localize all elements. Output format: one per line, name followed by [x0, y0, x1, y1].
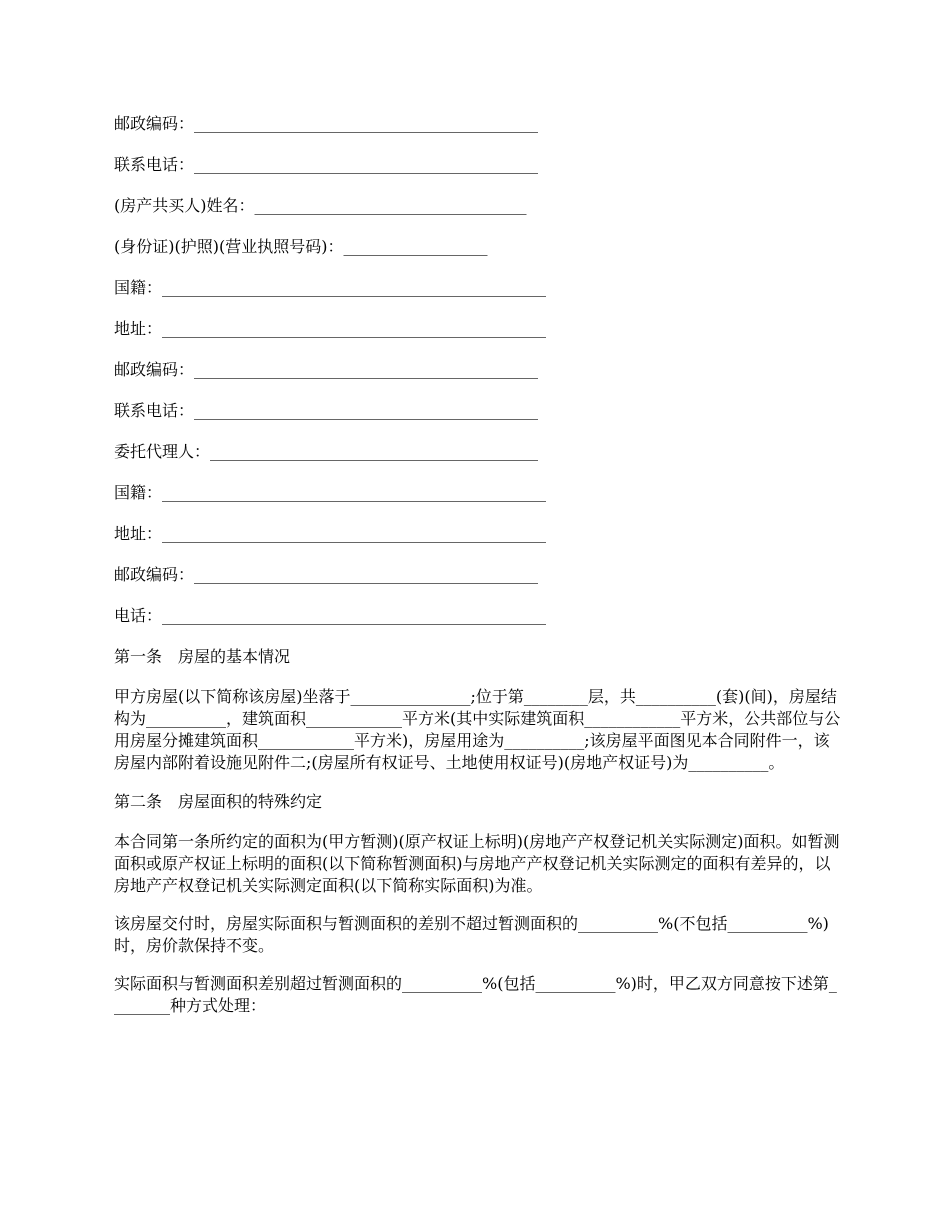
- article-1-heading: 第一条 房屋的基本情况: [114, 647, 291, 666]
- nationality-field: 国籍：________________________________________________: [114, 278, 547, 297]
- id-number-field: (身份证)(护照)(营业执照号码)：__________________: [114, 237, 488, 256]
- article-1-body: 甲方房屋(以下简称该房屋)坐落于_______________;位于第________层，共__________(套)(间)，房屋结构为__________，建筑面积____________平方米(其中实际建筑面积____________平方米，公共部位与公用房屋分摊建筑面积____________平方米)，房屋用途为__________;该房屋平面图见本合同附件一，该房屋内部附着设施见附件二;(房屋所有权证号、土地使用权证号)(房地产权证号)为__________。: [114, 687, 841, 772]
- agent-field: 委托代理人：_________________________________________: [114, 442, 539, 461]
- phone-field: 联系电话：___________________________________________: [114, 155, 539, 174]
- phone-field-2: 联系电话：___________________________________________: [114, 401, 539, 420]
- agent-address-field: 地址：________________________________________________: [114, 524, 547, 543]
- co-buyer-name-field: (房产共买人)姓名：__________________________________: [114, 196, 527, 215]
- agent-phone-field: 电话：________________________________________________: [114, 606, 547, 625]
- agent-nationality-field: 国籍：________________________________________________: [114, 483, 547, 502]
- postal-code-field: 邮政编码：___________________________________________: [114, 114, 539, 133]
- article-2-paragraph-3: 实际面积与暂测面积差别超过暂测面积的__________%(包括__________%)时，甲乙双方同意按下述第________种方式处理：: [114, 974, 837, 1015]
- article-2-paragraph-2: 该房屋交付时，房屋实际面积与暂测面积的差别不超过暂测面积的__________%(不包括__________%)时，房价款保持不变。: [114, 914, 829, 955]
- article-2-paragraph-1: 本合同第一条所约定的面积为(甲方暂测)(原产权证上标明)(房地产产权登记机关实际测定)面积。如暂测面积或原产权证上标明的面积(以下简称暂测面积)与房地产产权登记机关实际测定的面积有差异的，以房地产产权登记机关实际测定面积(以下简称实际面积)为准。: [114, 832, 840, 895]
- address-field: 地址：________________________________________________: [114, 319, 547, 338]
- postal-code-field-2: 邮政编码：___________________________________________: [114, 360, 539, 379]
- article-2-heading: 第二条 房屋面积的特殊约定: [114, 792, 323, 811]
- contract-page: [114, 112, 842, 1033]
- agent-postal-code-field: 邮政编码：___________________________________________: [114, 565, 539, 584]
